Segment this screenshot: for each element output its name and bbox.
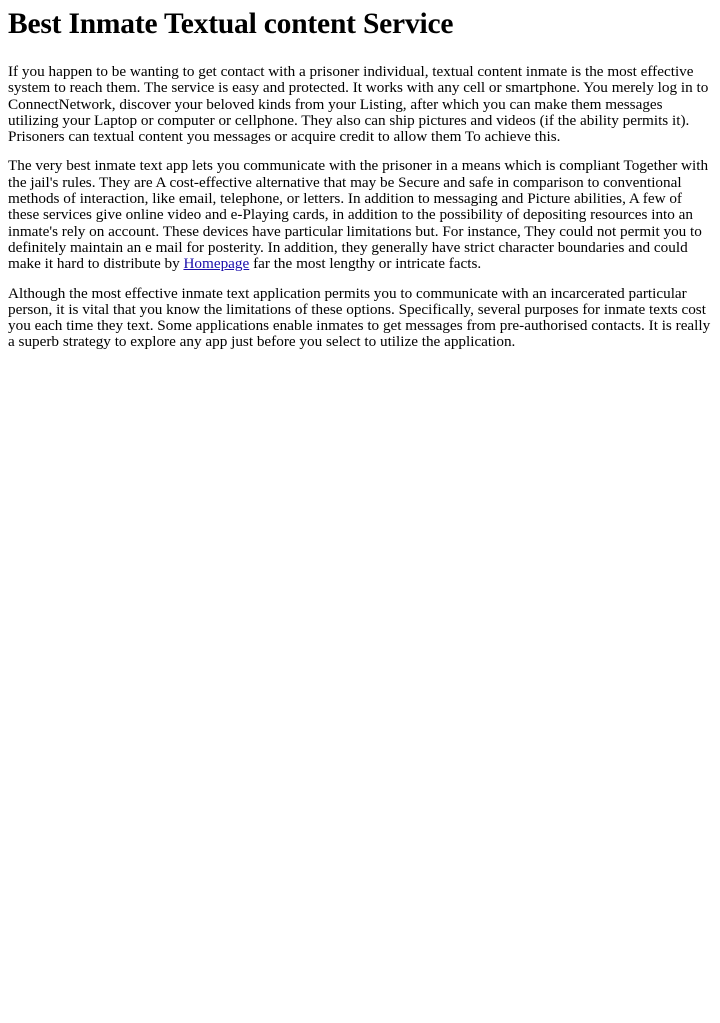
article-paragraph-3: Although the most effective inmate text application permits you to communicate with an incarcerated particular person, it is vital that you know the limitations of these options. Specifically, several purposes for inmate texts cost you each time they text. Some applications enable inmates to get messages from pre-authorised contacts. It is really a superb strategy to explore any app just before you select to utilize the application. [8,284,711,351]
article-title: Best Inmate Textual content Service [8,8,454,40]
article-paragraph-1: If you happen to be wanting to get contact with a prisoner individual, textual content inmate is the most effective system to reach them. The service is easy and protected. It works with any cell or smartphone. You merely log in to ConnectNetwork, discover your beloved kinds from your Listing, after which you can make them messages utilizing your Laptop or computer or cellphone. They also can ship pictures and videos (if the ability permits it). Prisoners can textual content you messages or acquire credit to allow them To achieve this. [8,63,709,146]
paragraph-2-text-after-link: far the most lengthy or intricate facts. [249,255,482,273]
paragraph-2-text-before-link: The very best inmate text app lets you communicate with the prisoner in a means which is compliant Together with the jail's rules. They are A cost-effective alternative that may be Secure and safe in comparison to conventional methods of interaction, like email, telephone, or letters. In addition to messaging and Picture abilities, A few of these services give online video and e-Playing cards, in addition to the possibility of depositing resources into an inmate's rely on account. These devices have particular limitations but. For instance, They could not permit you to definitely maintain an e mail for posterity. In addition, they generally have strict character boundaries and could make it hard to distribute by [8,157,709,273]
article-paragraph-2 [8,158,712,272]
article-page [0,5,720,351]
homepage-link[interactable]: Homepage [183,255,250,273]
